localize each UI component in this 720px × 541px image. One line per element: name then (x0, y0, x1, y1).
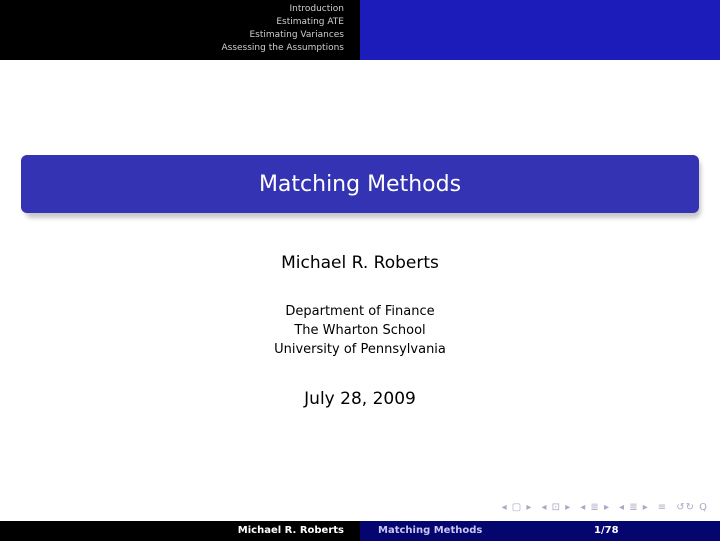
slide-date: July 28, 2009 (304, 389, 416, 409)
institute-line: The Wharton School (294, 323, 426, 338)
section-nav-icon[interactable]: ◂ ≣ ▸ (580, 502, 611, 513)
nav-item-assessing-assumptions[interactable]: Assessing the Assumptions (221, 43, 344, 53)
footer-title: Matching Methods (378, 525, 483, 536)
footline (0, 521, 720, 541)
nav-item-introduction[interactable]: Introduction (289, 4, 344, 14)
header-bar (0, 0, 720, 60)
subsection-nav-icon[interactable]: ◂ ⊡ ▸ (541, 502, 572, 513)
institute-line: Department of Finance (285, 304, 435, 319)
zoom-icon[interactable]: ↺↻ Q (676, 502, 708, 513)
nav-item-estimating-ate[interactable]: Estimating ATE (276, 17, 344, 27)
footer-author-panel (0, 521, 360, 541)
title-box (21, 155, 699, 213)
nav-item-estimating-variances[interactable]: Estimating Variances (249, 30, 344, 40)
section-nav-list (221, 3, 344, 55)
footer-title-panel (360, 521, 720, 541)
footer-author: Michael R. Roberts (237, 525, 344, 536)
institute-block (0, 302, 720, 359)
document-nav-icon[interactable]: ◂ ≣ ▸ (619, 502, 649, 513)
institute-line: University of Pennsylvania (274, 342, 446, 357)
navigation-symbols (502, 502, 708, 513)
header-right-panel (360, 0, 720, 60)
align-icon[interactable]: ≡ (657, 502, 668, 513)
section-nav-panel (0, 0, 360, 60)
page-number: 1/78 (594, 525, 619, 536)
frame-nav-icon[interactable]: ◂ ▢ ▸ (501, 502, 533, 513)
author-name: Michael R. Roberts (281, 253, 439, 273)
slide-title: Matching Methods (258, 171, 462, 197)
